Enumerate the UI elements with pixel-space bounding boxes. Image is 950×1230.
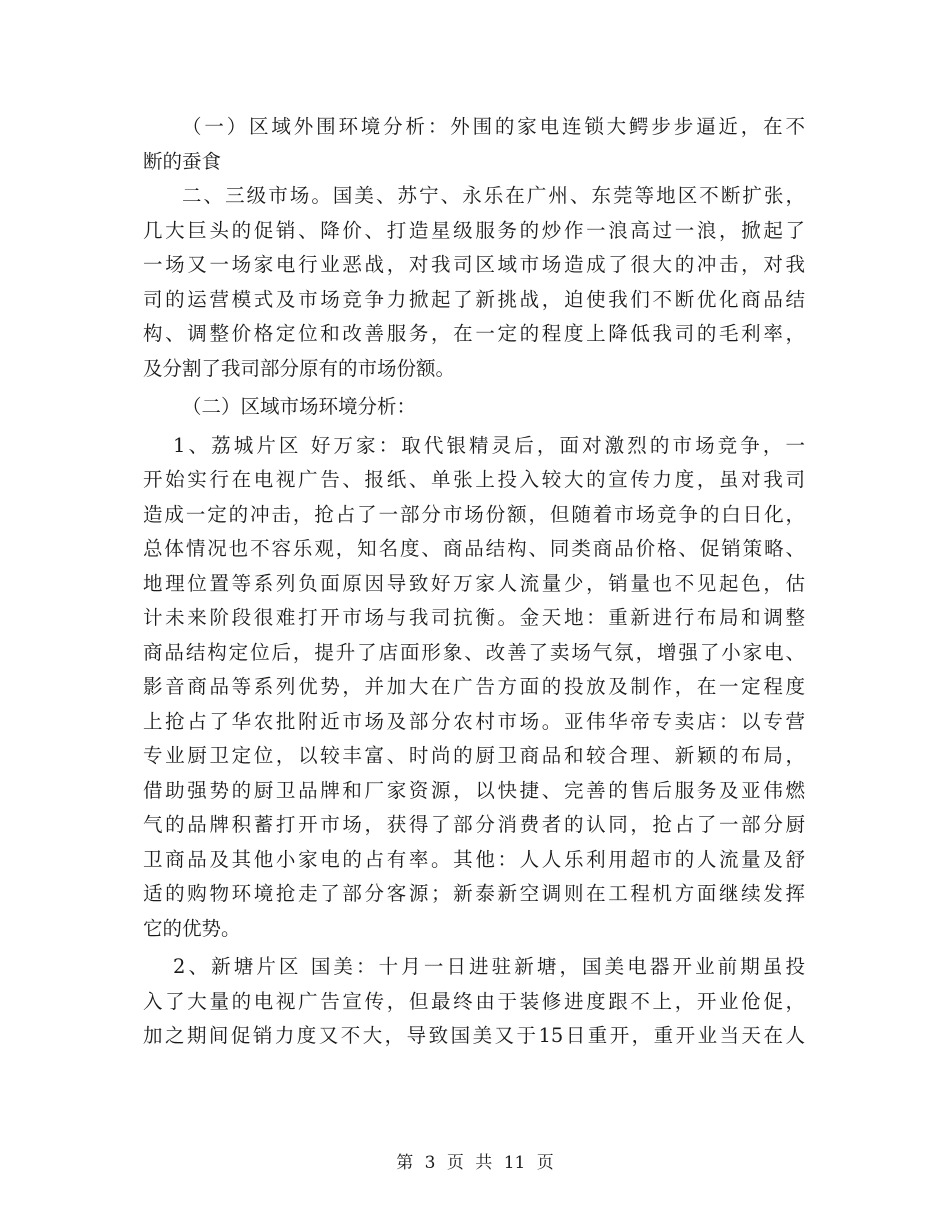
text-line: （一）区域外围环境分析：外围的家电连锁大鳄步步逼近，在不	[182, 115, 805, 138]
text-line: 构、调整价格定位和改善服务，在一定的程度上降低我司的毛利率，	[143, 322, 805, 345]
text-line: 断的蚕食	[143, 149, 222, 173]
text-line: 气的品牌积蓄打开市场，获得了部分消费者的认同，抢占了一部分厨	[143, 813, 805, 836]
text-line: 入了大量的电视广告宣传，但最终由于装修进度跟不上，开业伧促，	[143, 989, 805, 1013]
paragraph-external-environment	[143, 110, 805, 179]
text-line: 商品结构定位后，提升了店面形象、改善了卖场气氛，增强了小家电、	[143, 640, 805, 664]
text-line: 它的优势。	[143, 916, 241, 940]
paragraph-tier-markets	[143, 179, 805, 386]
paragraph-licheng-district	[143, 429, 805, 947]
text-line: 1、荔城片区 好万家：取代银精灵后，面对激烈的市场竞争，一	[173, 433, 805, 457]
text-line: 几大巨头的促销、降价、打造星级服务的炒作一浪高过一浪，掀起了	[143, 218, 805, 242]
text-line: 借助强势的厨卫品牌和厂家资源，以快捷、完善的售后服务及亚伟燃	[143, 778, 805, 802]
text-line: 计未来阶段很难打开市场与我司抗衡。金天地：重新进行布局和调整	[143, 606, 805, 629]
body-text	[143, 110, 805, 1054]
text-line: 2、新塘片区 国美：十月一日进驻新塘，国美电器开业前期虽投	[173, 955, 805, 978]
text-line: 及分割了我司部分原有的市场份额。	[143, 356, 456, 380]
paragraph-xintang-district	[143, 950, 805, 1054]
section-heading-regional-market	[143, 390, 805, 425]
text-line: 卫商品及其他小家电的占有率。其他：人人乐利用超市的人流量及舒	[143, 847, 805, 871]
text-line: 开始实行在电视广告、报纸、单张上投入较大的宣传力度，虽对我司	[143, 468, 805, 491]
text-line: 地理位置等系列负面原因导致好万家人流量少，销量也不见起色，估	[143, 571, 805, 595]
text-line: 加之期间促销力度又不大，导致国美又于15日重开，重开业当天在人	[143, 1024, 805, 1047]
text-line: 二、三级市场。国美、苏宁、永乐在广州、东莞等地区不断扩张，	[182, 184, 805, 207]
text-line: （二）区域市场环境分析：	[182, 395, 417, 418]
text-line: 造成一定的冲击，抢占了一部分市场份额，但随着市场竞争的白日化，	[143, 502, 805, 526]
text-line: 专业厨卫定位，以较丰富、时尚的厨卫商品和较合理、新颖的布局，	[143, 744, 805, 767]
text-line: 司的运营模式及市场竞争力掀起了新挑战，迫使我们不断优化商品结	[143, 287, 805, 311]
text-line: 上抢占了华农批附近市场及部分农村市场。亚伟华帝专卖店：以专营	[143, 709, 805, 733]
text-line: 总体情况也不容乐观，知名度、商品结构、同类商品价格、促销策略、	[143, 537, 805, 560]
text-line: 适的购物环境抢走了部分客源；新泰新空调则在工程机方面继续发挥	[143, 882, 805, 905]
text-line: 影音商品等系列优势，并加大在广告方面的投放及制作，在一定程度	[143, 675, 805, 698]
page-number-footer: 第 3 页 共 11 页	[396, 1153, 554, 1173]
text-line: 一场又一场家电行业恶战，对我司区域市场造成了很大的冲击，对我	[143, 253, 805, 276]
